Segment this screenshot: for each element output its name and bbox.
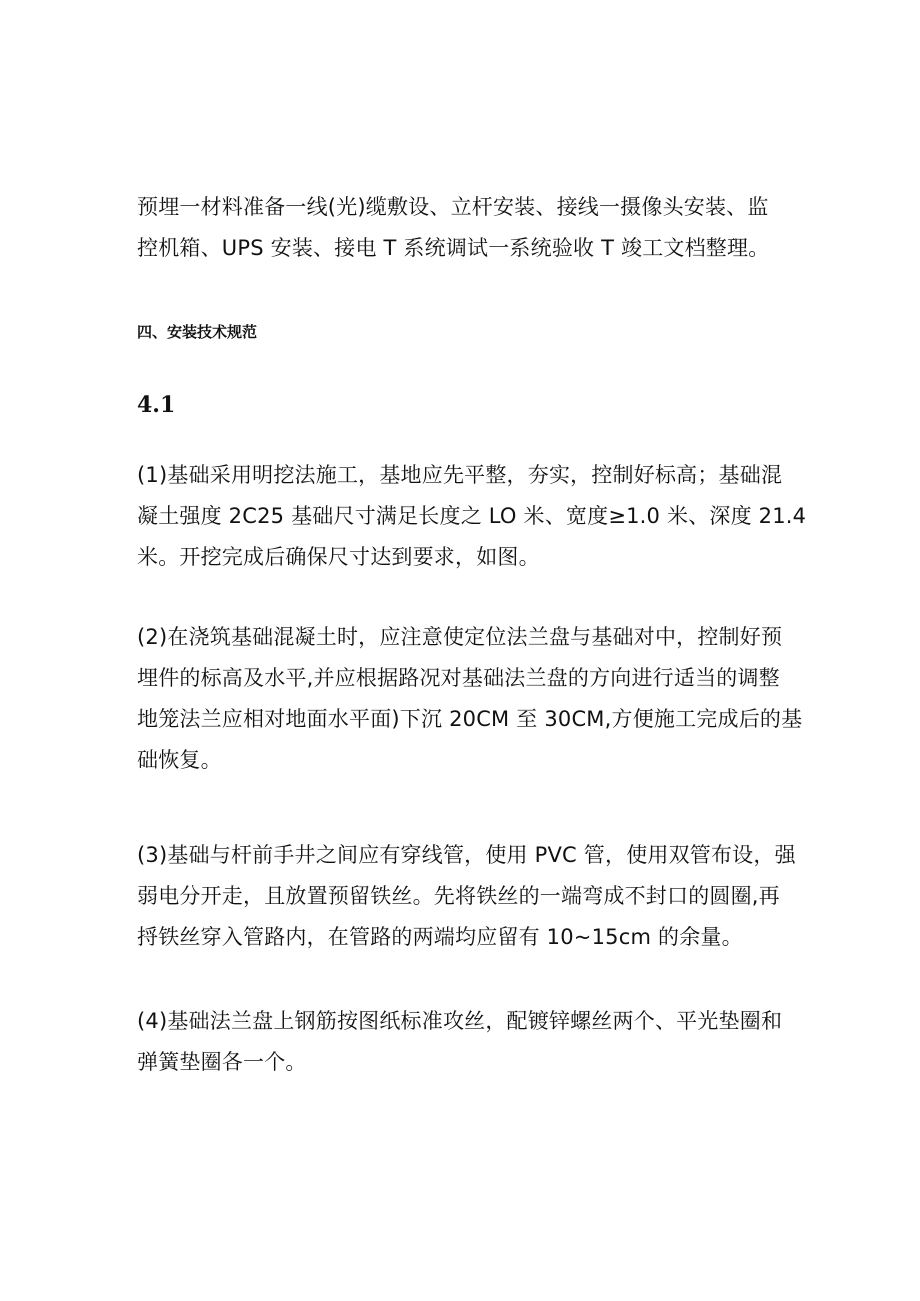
paragraph-line: 地笼法兰应相对地面水平面)下沉 20CM 至 30CM,方便施工完成后的基	[137, 707, 803, 731]
paragraph-3	[137, 835, 802, 958]
section-title: 四、安装技术规范	[137, 323, 258, 341]
paragraph-line: (4)基础法兰盘上钢筋按图纸标准攻丝，配镀锌螺丝两个、平光垫圈和	[137, 1009, 783, 1033]
paragraph-line: (1)基础采用明挖法施工，基地应先平整，夯实，控制好标高；基础混	[137, 463, 783, 487]
paragraph-line: 础恢复。	[137, 748, 222, 772]
paragraph-line: 米。开挖完成后确保尺寸达到要求，如图。	[137, 545, 540, 569]
paragraph-4	[137, 1001, 802, 1083]
paragraph-1	[137, 455, 807, 578]
paragraph-2	[137, 617, 802, 781]
paragraph-line: (3)基础与杆前手井之间应有穿线管，使用 PVC 管，使用双管布设，强	[137, 843, 796, 867]
paragraph-line: 埋件的标高及水平,并应根据路况对基础法兰盘的方向进行适当的调整	[137, 666, 780, 690]
paragraph-line: 弱电分开走，且放置预留铁丝。先将铁丝的一端弯成不封口的圆圈,再	[137, 884, 780, 908]
subsection-number: 4.1	[137, 392, 176, 418]
paragraph-line: 捋铁丝穿入管路内，在管路的两端均应留有 10~15cm 的余量。	[137, 925, 743, 949]
paragraph-line: 凝土强度 2C25 基础尺寸满足长度之 LO 米、宽度≥1.0 米、深度 21.4	[137, 504, 807, 528]
intro-line: 预埋一材料准备一线(光)缆敷设、立杆安装、接线一摄像头安装、监	[137, 195, 769, 219]
paragraph-line: 弹簧垫圈各一个。	[137, 1050, 307, 1074]
intro-line: 控机箱、UPS 安装、接电 T 系统调试一系统验收 T 竣工文档整理。	[137, 236, 770, 260]
intro-paragraph	[137, 187, 802, 269]
paragraph-line: (2)在浇筑基础混凝土时，应注意使定位法兰盘与基础对中，控制好预	[137, 625, 783, 649]
